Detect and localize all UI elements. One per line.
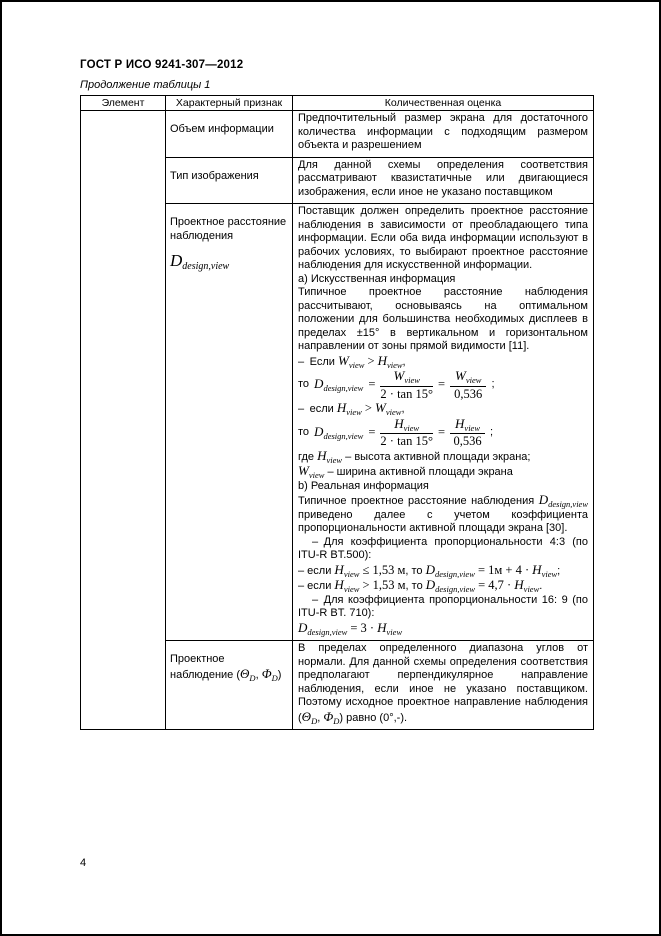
- then-text: , то: [405, 564, 423, 577]
- math-subscript: design,view: [435, 584, 476, 595]
- math-subscript: design,view: [182, 261, 230, 273]
- fraction-numerator: [380, 417, 433, 435]
- math-subscript: view: [386, 626, 403, 637]
- period: .: [539, 580, 543, 592]
- formula-rhs: = 3 ·: [350, 620, 375, 635]
- document-title: ГОСТ Р ИСО 9241-307—2012: [80, 59, 244, 71]
- text-segment: В пределах определенного диапазона углов от нормали. Для данной схемы определения соответствия предполагают перпендикулярное направление наблюдения, если иное не указано поставщиком. Поэтому исходное проектное направление наблюдения (: [298, 642, 588, 724]
- paragraph: Предпочтительный размер экрана для достаточного количества информации с подходящим размером объекта и разрешением: [298, 112, 588, 151]
- table-row-volume: [81, 111, 594, 158]
- semicolon: ;: [490, 425, 494, 438]
- comma: ,: [402, 355, 406, 368]
- formula-distance-by-width: [298, 369, 588, 401]
- math-var-d-design-view: [425, 561, 475, 579]
- paragraph-real-information: [298, 493, 588, 536]
- math-var-h-view: [514, 577, 540, 595]
- math-subscript: view: [385, 407, 402, 418]
- text-segment: Проектное наблюдение (: [170, 653, 241, 681]
- math-subscript: D: [333, 715, 340, 726]
- math-var-h-view: [317, 447, 343, 465]
- paragraph: Для данной схемы определения соответствия рассматривают квазистатичные или двигающиеся изображения, если иное не указано поставщиком: [298, 158, 588, 198]
- where-text: где: [298, 450, 315, 463]
- math-subscript: view: [523, 584, 540, 595]
- math-var-h-view: [336, 400, 362, 418]
- math-subscript: D: [311, 715, 318, 726]
- then-text: то: [298, 425, 310, 438]
- math-subscript: view: [404, 375, 420, 386]
- comparison: ≤ 1,53 м: [362, 562, 406, 577]
- feature-cell-image-type: [166, 157, 293, 204]
- math-symbol-w: W: [455, 368, 466, 383]
- math-symbol-h: H: [336, 400, 347, 415]
- math-symbol-d: D: [314, 423, 324, 439]
- math-var-h-view: [334, 561, 360, 579]
- feature-cell-design-distance: [166, 204, 293, 641]
- fraction-h-over-tan: [380, 417, 433, 449]
- math-var-w-view: [375, 400, 402, 418]
- text-segment: ) равно (0°,-).: [339, 711, 408, 724]
- feature-label: Объем информации: [170, 123, 274, 135]
- page-number: 4: [80, 857, 87, 869]
- semicolon: ;: [491, 378, 495, 391]
- math-subscript: view: [386, 359, 403, 370]
- text-segment: ): [277, 668, 282, 681]
- math-subscript: view: [348, 359, 365, 370]
- math-var-w-view: [298, 463, 325, 481]
- column-header-feature: Характерный признак: [166, 96, 293, 111]
- formula-distance-by-height: [298, 417, 588, 449]
- feature-label: Проектное расстояние наблюдения: [170, 216, 287, 242]
- feature-label: Тип изображения: [170, 169, 259, 182]
- where-height-definition: [298, 449, 588, 465]
- math-symbol-d: D: [170, 251, 183, 270]
- fraction-denominator: 0,536: [453, 434, 482, 448]
- math-symbol-phi: Φ: [261, 665, 272, 681]
- math-subscript: design,view: [548, 499, 589, 510]
- formula-d-design-view: [170, 251, 288, 273]
- math-symbol-h: H: [532, 561, 542, 577]
- math-symbol-theta: Θ: [301, 708, 312, 724]
- condition-h-gt-153: [298, 578, 588, 594]
- math-var-d-design-view: [170, 251, 230, 273]
- math-subscript: design,view: [307, 626, 348, 637]
- math-var-theta-d: [301, 708, 318, 726]
- semicolon: ;: [557, 564, 561, 577]
- math-subscript: view: [541, 568, 558, 579]
- paragraph-intro: Поставщик должен определить проектное расстояние наблюдения в зависимости от преобладающего типа информации. Если оба вида информации используют в рабочих условиях, то выбирают проектное расстояние наблюдения для искусственной информации.: [298, 205, 588, 271]
- assessment-cell-design-distance: [293, 204, 594, 641]
- fraction-h-over-const: [450, 417, 485, 449]
- fraction-denominator: 2 · tan 15°: [380, 386, 433, 401]
- math-subscript: D: [271, 672, 278, 683]
- column-header-element: Элемент: [81, 96, 166, 111]
- math-subscript: view: [346, 407, 362, 418]
- paragraph-ratio-4-3: – Для коэффициента пропорциональности 4:3 (по ITU-R BT.500):: [298, 535, 588, 561]
- math-subscript: design,view: [434, 568, 475, 579]
- assessment-cell-viewing-direction: [293, 641, 594, 730]
- math-var-d-design-view: [298, 619, 348, 637]
- equals-sign: =: [437, 377, 446, 392]
- math-symbol-d: D: [298, 619, 308, 635]
- math-var-d-design-view: [538, 492, 589, 510]
- math-subscript: design,view: [323, 430, 364, 441]
- math-var-d-design-view: [425, 577, 476, 595]
- math-var-h-view: [334, 577, 360, 595]
- math-symbol-h: H: [377, 619, 387, 635]
- fraction-denominator: 2 · tan 15°: [380, 434, 433, 448]
- condition-h-le-153: [298, 563, 588, 579]
- separator: ,: [255, 668, 262, 681]
- comma: ,: [401, 403, 405, 415]
- greater-than-sign: >: [367, 353, 375, 368]
- then-text: , то: [405, 580, 423, 592]
- formula-16-9: [298, 621, 588, 637]
- math-subscript: view: [326, 454, 343, 465]
- math-var-theta-d: [240, 665, 256, 683]
- condition-if-w-gt-h: [298, 354, 588, 370]
- math-symbol-phi: Φ: [323, 708, 334, 724]
- assessment-cell-volume: [293, 111, 594, 158]
- math-symbol-h: H: [377, 352, 387, 368]
- math-subscript: view: [343, 568, 360, 579]
- then-text: то: [298, 378, 310, 391]
- paragraph-artificial: Типичное проектное расстояние наблюдения рассчитывают, основываясь на оптимальном положении для большинства необходимых дисплеев в пределах ±15° в вертикальном и горизонтальном направлении от зоны прямой видимости [11].: [298, 286, 588, 352]
- math-symbol-d: D: [538, 492, 549, 507]
- equals-sign: =: [368, 424, 376, 439]
- condition-text: – если: [298, 564, 332, 577]
- math-var-h-view: [377, 352, 403, 370]
- condition-text: – если: [298, 580, 332, 592]
- math-var-w-view: [337, 352, 365, 370]
- math-var-h-view: [377, 619, 403, 637]
- greater-than-sign: >: [364, 401, 372, 415]
- math-subscript: view: [465, 375, 482, 386]
- math-symbol-h: H: [455, 415, 465, 431]
- math-symbol-d: D: [425, 561, 435, 577]
- formula-rhs: = 4,7 ·: [478, 578, 512, 592]
- paragraph: [298, 642, 588, 725]
- math-symbol-h: H: [334, 561, 344, 577]
- math-subscript: D: [249, 672, 256, 683]
- math-var-phi-d: [323, 708, 340, 726]
- text-segment: приведено далее с учетом коэффициента пропорциональности активной площади экрана [30].: [298, 508, 588, 534]
- fraction-denominator: 0,536: [454, 386, 483, 401]
- math-symbol-d: D: [425, 577, 436, 592]
- table-1: [80, 95, 594, 730]
- paragraph-ratio-16-9: – Для коэффициента пропорциональности 16: 9 (по ITU-R BT. 710):: [298, 593, 588, 619]
- fraction-w-over-tan: [380, 369, 433, 401]
- assessment-cell-image-type: [293, 157, 594, 204]
- text-segment: Типичное проектное расстояние наблюдения: [298, 495, 535, 507]
- math-var-d-design-view: [314, 377, 363, 393]
- fraction-numerator: [380, 369, 433, 387]
- math-var-d-design-view: [314, 425, 363, 441]
- math-symbol-h: H: [334, 577, 344, 592]
- separator: ,: [317, 711, 324, 724]
- equals-sign: =: [437, 424, 446, 439]
- feature-cell-volume: [166, 111, 293, 158]
- fraction-numerator: [450, 417, 485, 435]
- heading-artificial-information: а) Искусственная информация: [298, 272, 456, 285]
- math-symbol-h: H: [317, 447, 327, 463]
- math-subscript: view: [403, 422, 420, 433]
- math-subscript: view: [343, 584, 360, 595]
- math-symbol-w: W: [393, 368, 405, 383]
- column-header-assessment: Количественная оценка: [293, 96, 594, 111]
- definition-text: – высота активной площади экрана;: [345, 450, 531, 463]
- math-symbol-w: W: [375, 400, 386, 415]
- equals-sign: =: [368, 377, 376, 392]
- element-cell: [81, 111, 166, 730]
- feature-label: [170, 653, 288, 682]
- math-subscript: view: [464, 422, 480, 433]
- math-symbol-theta: Θ: [240, 665, 250, 681]
- fraction-w-over-const: [450, 369, 486, 401]
- where-width-definition: [298, 464, 588, 480]
- math-symbol-w: W: [298, 463, 309, 478]
- condition-text: – если: [298, 403, 334, 415]
- math-subscript: design,view: [323, 383, 364, 394]
- math-subscript: view: [308, 470, 325, 481]
- fraction-numerator: [450, 369, 486, 387]
- condition-if-h-gt-w: [298, 401, 588, 417]
- math-symbol-w: W: [337, 352, 349, 368]
- condition-text: – Если: [298, 355, 335, 368]
- heading-real-information: b) Реальная информация: [298, 479, 429, 492]
- math-symbol-h: H: [394, 415, 404, 431]
- math-symbol-h: H: [514, 577, 524, 592]
- math-symbol-d: D: [314, 376, 324, 392]
- comparison: > 1,53 м: [362, 578, 406, 592]
- table-header-row: [81, 96, 594, 111]
- definition-text: – ширина активной площади экрана: [327, 466, 513, 478]
- formula-rhs: = 1м + 4 ·: [477, 562, 530, 577]
- math-var-h-view: [532, 561, 558, 579]
- table-continuation-caption: Продолжение таблицы 1: [80, 79, 211, 91]
- math-var-phi-d: [261, 665, 278, 683]
- feature-cell-viewing-direction: [166, 641, 293, 730]
